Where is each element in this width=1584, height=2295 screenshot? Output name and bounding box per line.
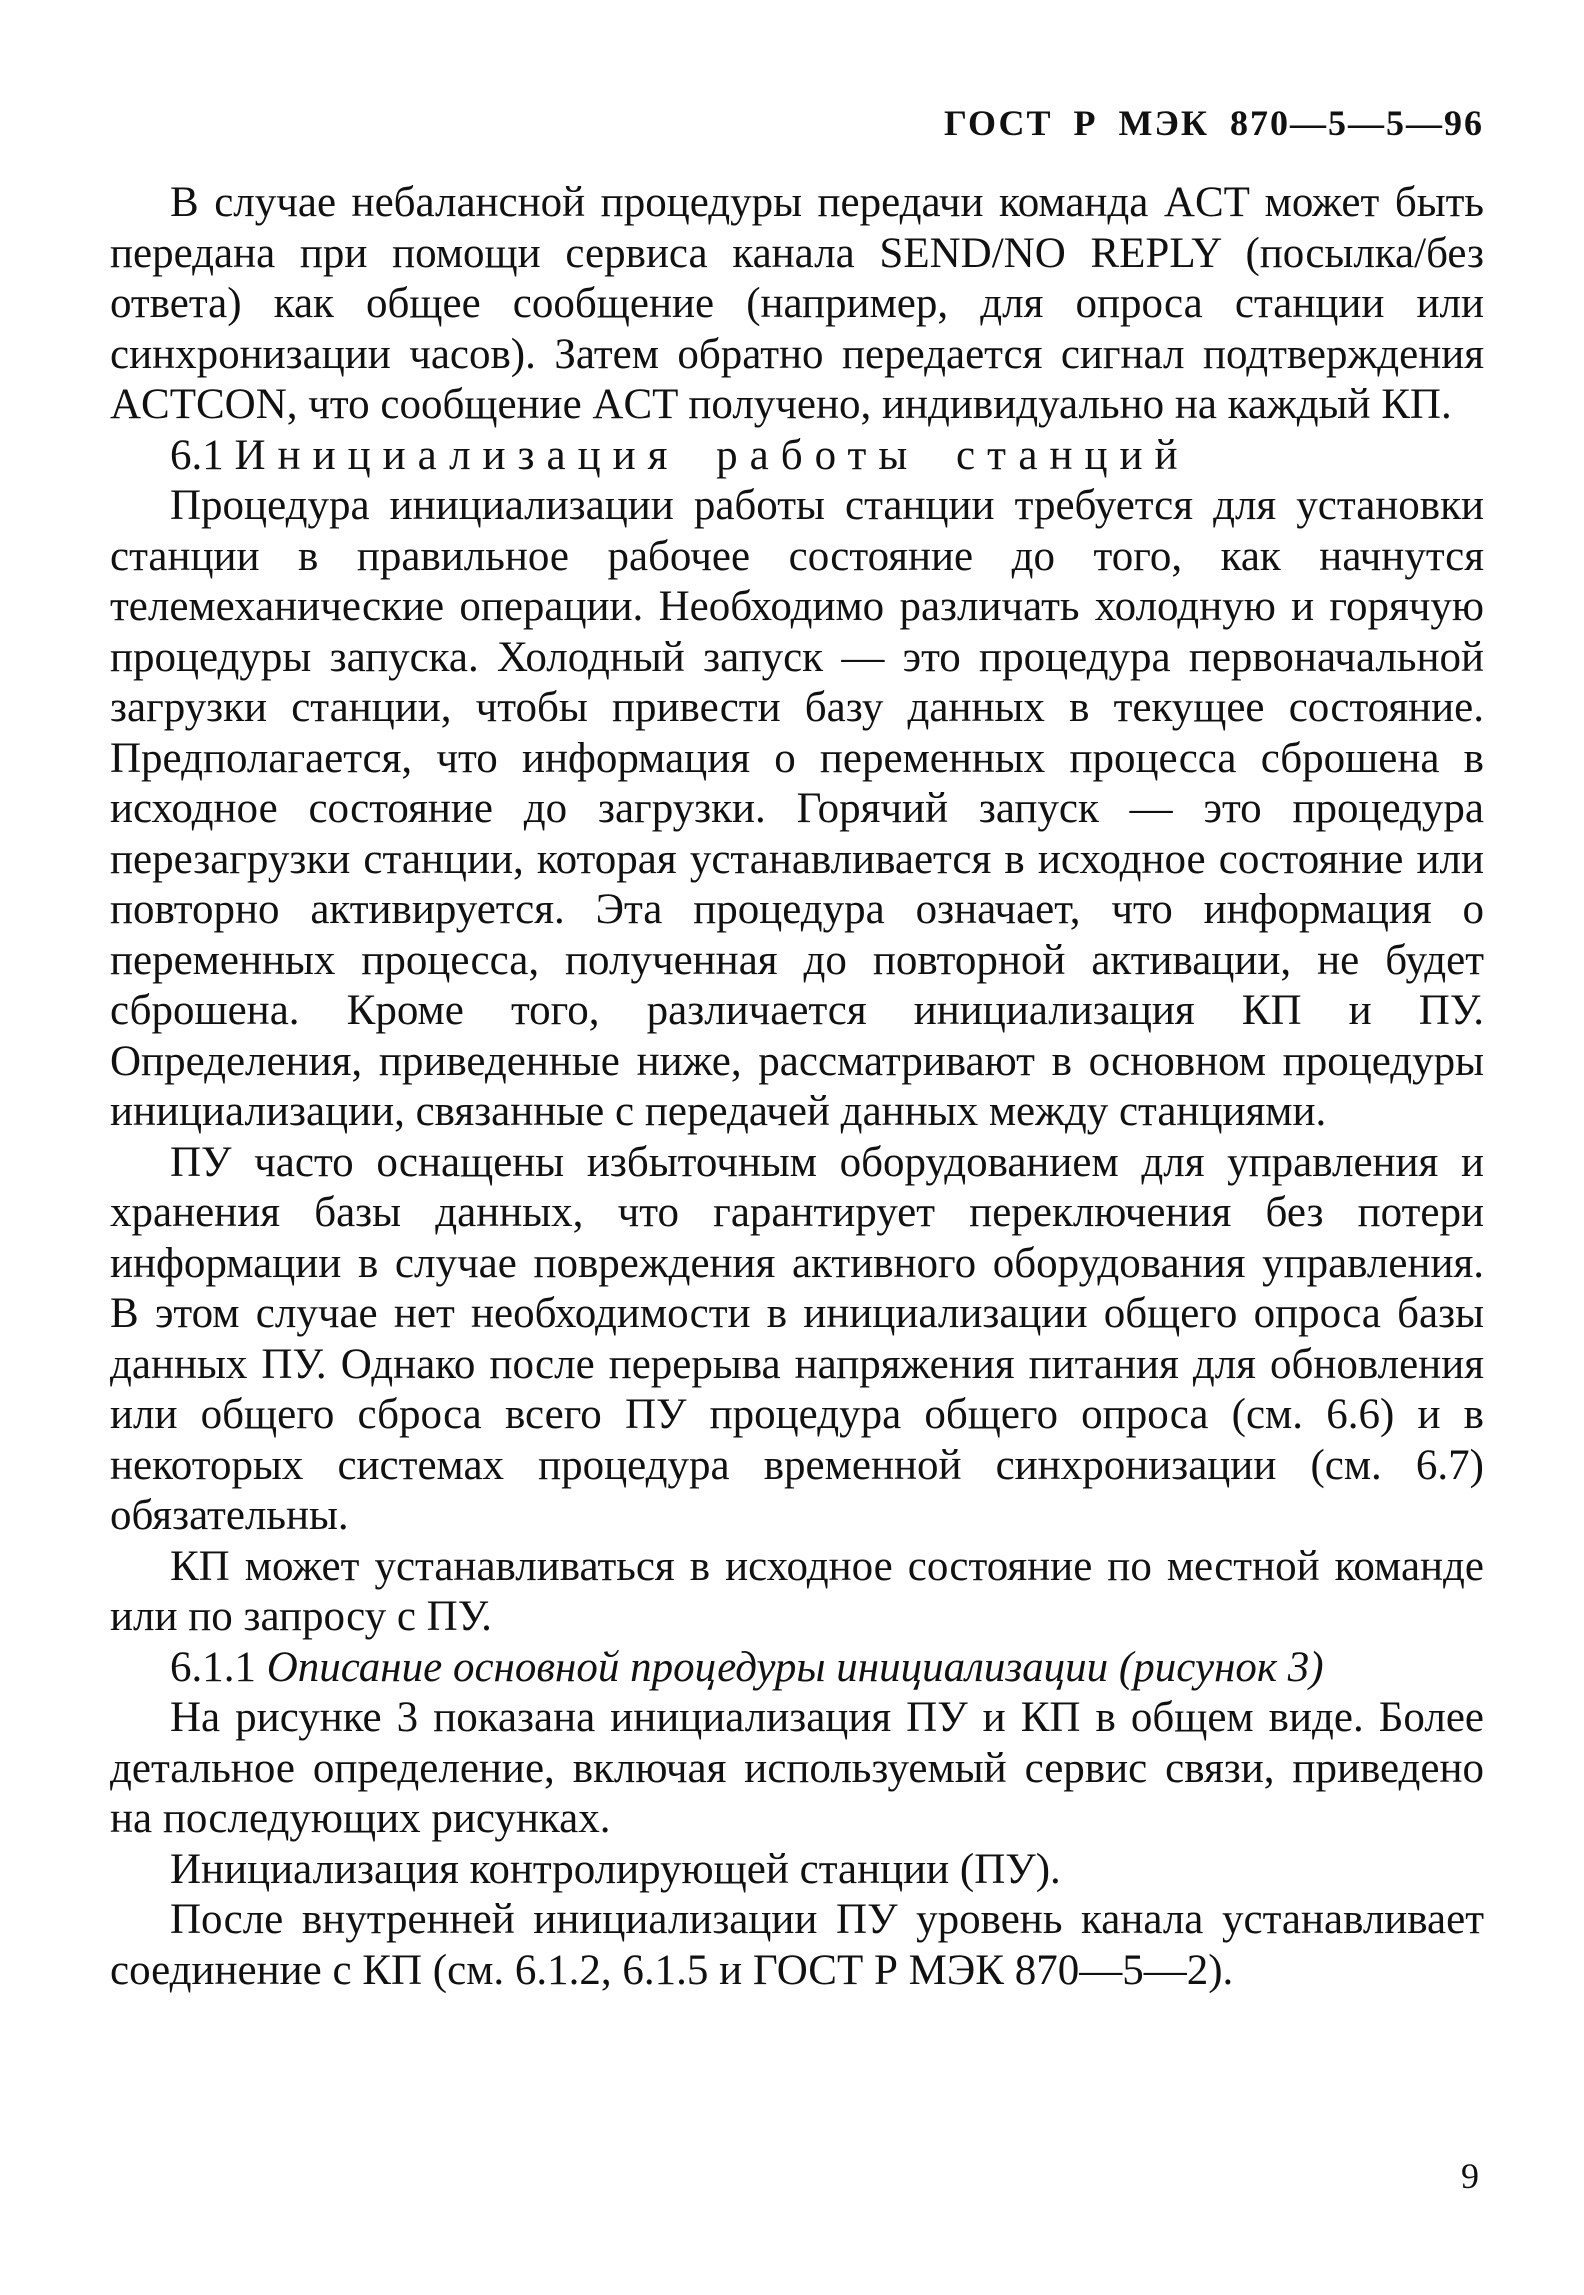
section-title: Описание основной процедуры инициализации (рисунок 3) xyxy=(266,1643,1324,1691)
body-text xyxy=(110,178,1484,1996)
paragraph: На рисунке 3 показана инициализация ПУ и КП в общем виде. Более детальное определение, включая используемый сервис связи, приведено на последующих рисунках. xyxy=(110,1694,1484,1842)
section-title: Инициализация работы станций xyxy=(234,431,1190,479)
paragraph: После внутренней инициализации ПУ уровень канала устанавливает соединение с КП (см. 6.1.2, 6.1.5 и ГОСТ Р МЭК 870—5—2). xyxy=(110,1896,1484,1994)
paragraph: Инициализация контролирующей станции (ПУ). xyxy=(170,1845,1061,1893)
section-number: 6.1 xyxy=(170,431,224,479)
paragraph: Процедура инициализации работы станции требуется для установки станции в правильное рабочее состояние до того, как начнутся телемеханические операции. Необходимо различать холодную и горячую процедуры запуска. Холодный запуск — это процедура первоначальной загрузки станции, чтобы привести базу данных в текущее состояние. Предполагается, что информация о переменных процесса сброшена в исходное состояние до загрузки. Горячий запуск — это процедура перезагрузки станции, которая устанавливается в исходное состояние или повторно активируется. Эта процедура означает, что информация о переменных процесса, полученная до повторной активации, не будет сброшена. Кроме того, различается инициализация КП и ПУ. Определения, приведенные ниже, рассматривают в основном процедуры инициализации, связанные с передачей данных между станциями. xyxy=(110,482,1484,1135)
paragraph: ПУ часто оснащены избыточным оборудованием для управления и хранения базы данных, что гарантирует переключения без потери информации в случае повреждения активного оборудования управления. В этом случае нет необходимости в инициализации общего опроса базы данных ПУ. Однако после перерыва напряжения питания для обновления или общего сброса всего ПУ процедура общего опроса (см. 6.6) и в некоторых системах процедура временной синхронизации (см. 6.7) обязательны. xyxy=(110,1138,1484,1539)
section-heading-6-1-1 xyxy=(110,1643,1484,1694)
paragraph: В случае небалансной процедуры передачи команда ACT может быть передана при помощи сервиса канала SEND/NO REPLY (посылка/без ответа) как общее сообщение (например, для опроса станции или синхронизации часов). Затем обратно передается сигнал подтверждения ACTCON, что сообщение ACT получено, индивидуально на каждый КП. xyxy=(110,179,1484,428)
running-header: ГОСТ Р МЭК 870—5—5—96 xyxy=(944,103,1484,143)
page-number: 9 xyxy=(1461,2156,1479,2196)
paragraph: КП может устанавливаться в исходное состояние по местной команде или по запросу с ПУ. xyxy=(110,1542,1484,1640)
section-heading-6-1 xyxy=(110,431,1484,482)
section-number: 6.1.1 xyxy=(170,1643,256,1691)
